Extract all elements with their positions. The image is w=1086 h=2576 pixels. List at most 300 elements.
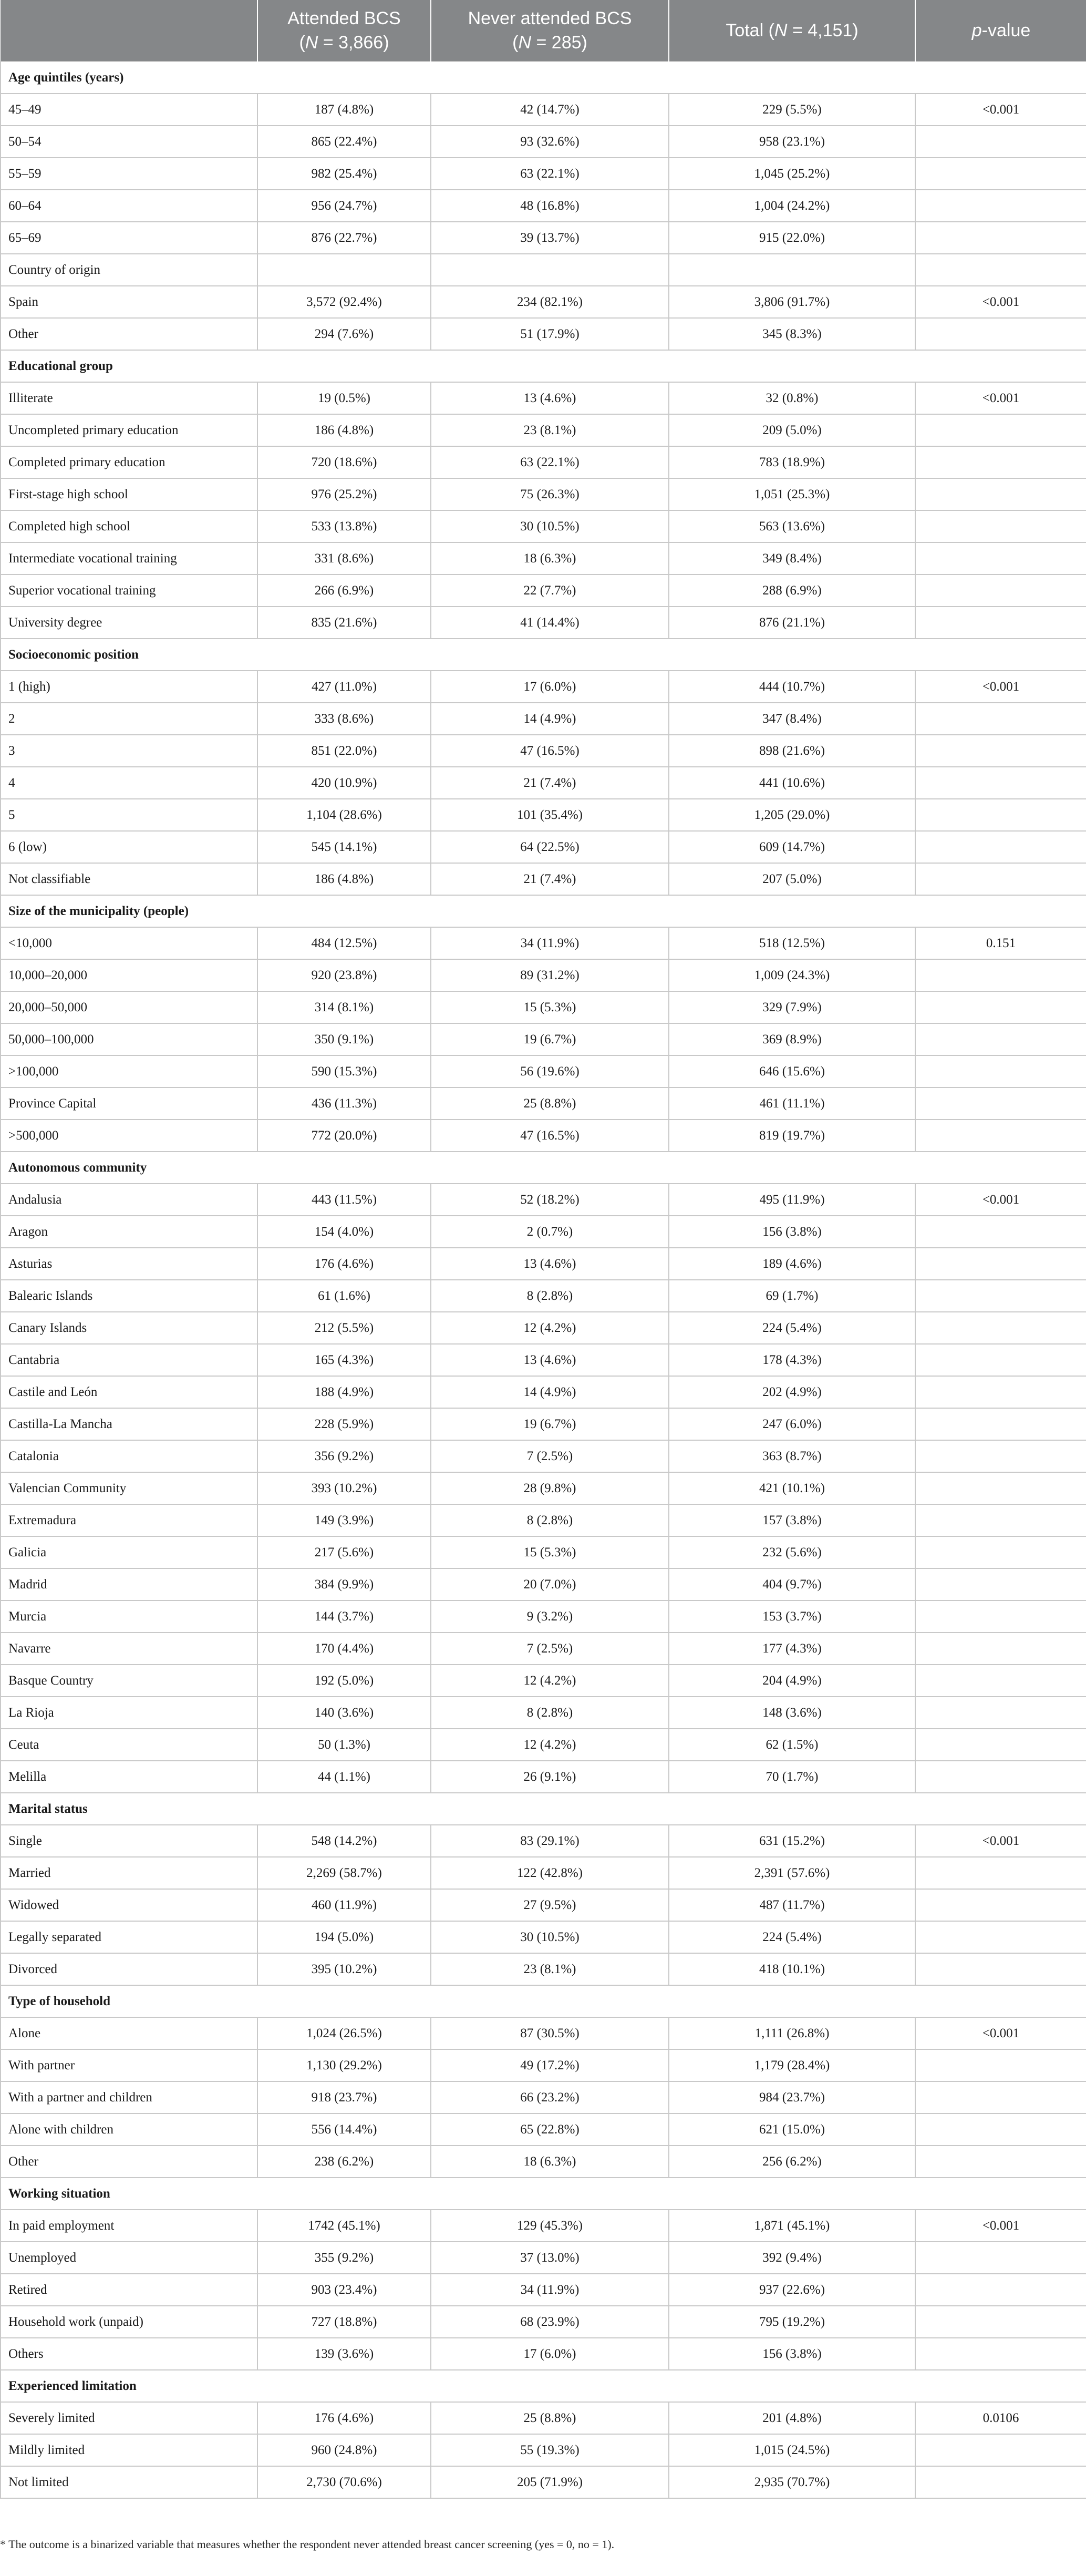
cell-total: 363 (8.7%)	[669, 1440, 915, 1472]
section-row	[1, 2370, 1086, 2402]
cell-attended: 976 (25.2%)	[257, 478, 431, 510]
cell-total: 1,045 (25.2%)	[669, 158, 915, 190]
cell-p-value	[915, 254, 1086, 286]
table-row	[1, 158, 1086, 190]
cell-p-value	[915, 1729, 1086, 1761]
cell-never-attended: 39 (13.7%)	[431, 222, 669, 254]
row-label: Cantabria	[1, 1344, 257, 1376]
row-label: Valencian Community	[1, 1472, 257, 1504]
cell-p-value	[915, 863, 1086, 895]
cell-total: 369 (8.9%)	[669, 1023, 915, 1055]
table-row	[1, 2466, 1086, 2498]
table-row	[1, 2402, 1086, 2434]
table-row	[1, 510, 1086, 542]
cell-attended: 920 (23.8%)	[257, 959, 431, 991]
section-heading: Age quintiles (years)	[1, 61, 1086, 94]
cell-attended: 720 (18.6%)	[257, 446, 431, 478]
cell-attended: 188 (4.9%)	[257, 1376, 431, 1408]
table-row	[1, 2210, 1086, 2242]
cell-p-value	[915, 2466, 1086, 2498]
row-label: Galicia	[1, 1536, 257, 1568]
cell-p-value	[915, 318, 1086, 350]
cell-never-attended: 9 (3.2%)	[431, 1600, 669, 1633]
cell-attended: 393 (10.2%)	[257, 1472, 431, 1504]
cell-never-attended: 21 (7.4%)	[431, 767, 669, 799]
row-label: Mildly limited	[1, 2434, 257, 2466]
header-attended-n: 3,866	[338, 33, 384, 53]
cell-never-attended: 23 (8.1%)	[431, 414, 669, 446]
section-heading: Size of the municipality (people)	[1, 895, 1086, 927]
row-label: Widowed	[1, 1889, 257, 1921]
table-row	[1, 863, 1086, 895]
cell-p-value	[915, 991, 1086, 1023]
cell-attended: 139 (3.6%)	[257, 2338, 431, 2370]
table-row	[1, 1023, 1086, 1055]
cell-never-attended: 25 (8.8%)	[431, 1087, 669, 1120]
cell-total: 2,935 (70.7%)	[669, 2466, 915, 2498]
row-label: Extremadura	[1, 1504, 257, 1536]
cell-p-value: 0.0106	[915, 2402, 1086, 2434]
cell-total: 349 (8.4%)	[669, 542, 915, 574]
cell-total: 444 (10.7%)	[669, 671, 915, 703]
table-row	[1, 1857, 1086, 1889]
cell-never-attended: 30 (10.5%)	[431, 1921, 669, 1953]
row-label: Not classifiable	[1, 863, 257, 895]
cell-total: 1,179 (28.4%)	[669, 2049, 915, 2081]
cell-attended: 545 (14.1%)	[257, 831, 431, 863]
cell-p-value	[915, 1120, 1086, 1152]
cell-attended: 19 (0.5%)	[257, 382, 431, 414]
cell-never-attended: 89 (31.2%)	[431, 959, 669, 991]
cell-total: 247 (6.0%)	[669, 1408, 915, 1440]
cell-attended: 876 (22.7%)	[257, 222, 431, 254]
table-row	[1, 574, 1086, 607]
table-row	[1, 1440, 1086, 1472]
cell-total: 329 (7.9%)	[669, 991, 915, 1023]
cell-total: 70 (1.7%)	[669, 1761, 915, 1793]
cell-p-value: 0.151	[915, 927, 1086, 959]
row-label: Others	[1, 2338, 257, 2370]
row-label: Alone with children	[1, 2113, 257, 2146]
header-attended-label: Attended BCS	[287, 8, 401, 28]
table-row	[1, 2049, 1086, 2081]
table-row	[1, 735, 1086, 767]
header-cell-never-attended: Never attended BCS (N = 285)	[431, 0, 669, 61]
row-label: 45–49	[1, 94, 257, 126]
cell-never-attended: 19 (6.7%)	[431, 1023, 669, 1055]
cell-attended: 851 (22.0%)	[257, 735, 431, 767]
cell-p-value	[915, 1633, 1086, 1665]
cell-total: 204 (4.9%)	[669, 1665, 915, 1697]
cell-attended: 186 (4.8%)	[257, 863, 431, 895]
cell-attended: 350 (9.1%)	[257, 1023, 431, 1055]
cell-p-value	[915, 414, 1086, 446]
header-cell-total: Total (N = 4,151)	[669, 0, 915, 61]
cell-never-attended: 93 (32.6%)	[431, 126, 669, 158]
cell-total: 621 (15.0%)	[669, 2113, 915, 2146]
table-row	[1, 927, 1086, 959]
cell-never-attended: 7 (2.5%)	[431, 1633, 669, 1665]
cell-never-attended: 12 (4.2%)	[431, 1312, 669, 1344]
section-row	[1, 1793, 1086, 1825]
cell-never-attended: 15 (5.3%)	[431, 1536, 669, 1568]
cell-total: 819 (19.7%)	[669, 1120, 915, 1152]
cell-p-value	[915, 1344, 1086, 1376]
cell-never-attended: 8 (2.8%)	[431, 1280, 669, 1312]
cell-p-value	[915, 2146, 1086, 2178]
cell-p-value	[915, 222, 1086, 254]
cell-total: 347 (8.4%)	[669, 703, 915, 735]
row-label: University degree	[1, 607, 257, 639]
section-row	[1, 1152, 1086, 1184]
cell-p-value: <0.001	[915, 286, 1086, 318]
cell-p-value	[915, 126, 1086, 158]
table-row	[1, 2274, 1086, 2306]
cell-p-value	[915, 2338, 1086, 2370]
cell-total: 915 (22.0%)	[669, 222, 915, 254]
row-label: Country of origin	[1, 254, 257, 286]
table-row	[1, 1248, 1086, 1280]
cell-p-value	[915, 959, 1086, 991]
cell-attended: 176 (4.6%)	[257, 2402, 431, 2434]
cell-total: 207 (5.0%)	[669, 863, 915, 895]
table-row	[1, 1761, 1086, 1793]
cell-never-attended: 26 (9.1%)	[431, 1761, 669, 1793]
table-row	[1, 2146, 1086, 2178]
row-label: Superior vocational training	[1, 574, 257, 607]
cell-total: 421 (10.1%)	[669, 1472, 915, 1504]
cell-p-value: <0.001	[915, 382, 1086, 414]
cell-total: 288 (6.9%)	[669, 574, 915, 607]
table-row	[1, 1087, 1086, 1120]
cell-attended: 420 (10.9%)	[257, 767, 431, 799]
cell-p-value	[915, 735, 1086, 767]
row-label: 1 (high)	[1, 671, 257, 703]
cell-p-value	[915, 2306, 1086, 2338]
cell-never-attended: 19 (6.7%)	[431, 1408, 669, 1440]
cell-total: 518 (12.5%)	[669, 927, 915, 959]
header-cell-p-value	[915, 0, 1086, 61]
row-label: Murcia	[1, 1600, 257, 1633]
cell-total: 229 (5.5%)	[669, 94, 915, 126]
cell-p-value	[915, 1440, 1086, 1472]
cell-total: 1,051 (25.3%)	[669, 478, 915, 510]
table-row	[1, 2338, 1086, 2370]
cell-total: 178 (4.3%)	[669, 1344, 915, 1376]
section-heading: Educational group	[1, 350, 1086, 382]
row-label: Aragon	[1, 1216, 257, 1248]
cell-total: 157 (3.8%)	[669, 1504, 915, 1536]
table-row	[1, 254, 1086, 286]
row-label: 2	[1, 703, 257, 735]
header-never-n: 285	[551, 33, 582, 53]
section-row	[1, 2178, 1086, 2210]
cell-total: 224 (5.4%)	[669, 1312, 915, 1344]
cell-p-value	[915, 2274, 1086, 2306]
cell-p-value	[915, 767, 1086, 799]
cell-attended: 140 (3.6%)	[257, 1697, 431, 1729]
row-label: 20,000–50,000	[1, 991, 257, 1023]
cell-attended: 865 (22.4%)	[257, 126, 431, 158]
cell-p-value	[915, 2242, 1086, 2274]
cell-never-attended: 18 (6.3%)	[431, 2146, 669, 2178]
cell-p-value: <0.001	[915, 1184, 1086, 1216]
cell-never-attended: 37 (13.0%)	[431, 2242, 669, 2274]
row-label: 50–54	[1, 126, 257, 158]
cell-total: 189 (4.6%)	[669, 1248, 915, 1280]
row-label: Navarre	[1, 1633, 257, 1665]
cell-p-value	[915, 2049, 1086, 2081]
cell-attended: 149 (3.9%)	[257, 1504, 431, 1536]
cell-never-attended: 66 (23.2%)	[431, 2081, 669, 2113]
section-row	[1, 350, 1086, 382]
row-label: Unemployed	[1, 2242, 257, 2274]
table-row	[1, 94, 1086, 126]
row-label: Completed primary education	[1, 446, 257, 478]
table-row	[1, 1312, 1086, 1344]
table-row	[1, 2434, 1086, 2466]
section-heading: Socioeconomic position	[1, 639, 1086, 671]
section-heading: Experienced limitation	[1, 2370, 1086, 2402]
row-label: Other	[1, 2146, 257, 2178]
row-label: 4	[1, 767, 257, 799]
cell-total: 256 (6.2%)	[669, 2146, 915, 2178]
cell-attended: 772 (20.0%)	[257, 1120, 431, 1152]
cell-attended: 3,572 (92.4%)	[257, 286, 431, 318]
cell-attended: 903 (23.4%)	[257, 2274, 431, 2306]
row-label: Balearic Islands	[1, 1280, 257, 1312]
cell-attended: 44 (1.1%)	[257, 1761, 431, 1793]
cell-p-value	[915, 1248, 1086, 1280]
cell-never-attended: 8 (2.8%)	[431, 1504, 669, 1536]
cell-total: 392 (9.4%)	[669, 2242, 915, 2274]
cell-total: 418 (10.1%)	[669, 1953, 915, 1985]
cell-never-attended: 48 (16.8%)	[431, 190, 669, 222]
cell-total: 201 (4.8%)	[669, 2402, 915, 2434]
cell-never-attended: 7 (2.5%)	[431, 1440, 669, 1472]
cell-p-value	[915, 1697, 1086, 1729]
cell-total: 441 (10.6%)	[669, 767, 915, 799]
header-p-label: -value	[981, 20, 1031, 40]
table-row	[1, 2306, 1086, 2338]
cell-p-value	[915, 1023, 1086, 1055]
cell-p-value	[915, 1536, 1086, 1568]
cell-p-value	[915, 2113, 1086, 2146]
cell-total: 3,806 (91.7%)	[669, 286, 915, 318]
cell-never-attended: 52 (18.2%)	[431, 1184, 669, 1216]
table-row	[1, 1504, 1086, 1536]
cell-p-value	[915, 1408, 1086, 1440]
row-label: Completed high school	[1, 510, 257, 542]
cell-attended: 50 (1.3%)	[257, 1729, 431, 1761]
cell-attended: 427 (11.0%)	[257, 671, 431, 703]
table-row	[1, 959, 1086, 991]
cell-total: 563 (13.6%)	[669, 510, 915, 542]
table-row	[1, 1120, 1086, 1152]
cell-attended: 314 (8.1%)	[257, 991, 431, 1023]
cell-total: 958 (23.1%)	[669, 126, 915, 158]
row-label: Divorced	[1, 1953, 257, 1985]
section-heading: Autonomous community	[1, 1152, 1086, 1184]
cell-p-value: <0.001	[915, 2017, 1086, 2049]
header-row	[1, 0, 1086, 61]
cell-total: 1,009 (24.3%)	[669, 959, 915, 991]
row-label: <10,000	[1, 927, 257, 959]
cell-attended: 548 (14.2%)	[257, 1825, 431, 1857]
table-row	[1, 542, 1086, 574]
cell-attended: 556 (14.4%)	[257, 2113, 431, 2146]
section-heading: Working situation	[1, 2178, 1086, 2210]
cell-attended: 238 (6.2%)	[257, 2146, 431, 2178]
cell-never-attended: 12 (4.2%)	[431, 1729, 669, 1761]
cell-p-value	[915, 831, 1086, 863]
row-label: Catalonia	[1, 1440, 257, 1472]
header-total-n: 4,151	[808, 20, 853, 40]
cell-p-value	[915, 510, 1086, 542]
cell-total: 795 (19.2%)	[669, 2306, 915, 2338]
cell-never-attended: 41 (14.4%)	[431, 607, 669, 639]
row-label: 5	[1, 799, 257, 831]
row-label: 6 (low)	[1, 831, 257, 863]
cell-p-value	[915, 2434, 1086, 2466]
cell-attended: 61 (1.6%)	[257, 1280, 431, 1312]
cell-never-attended: 101 (35.4%)	[431, 799, 669, 831]
row-label: Household work (unpaid)	[1, 2306, 257, 2338]
cell-attended: 727 (18.8%)	[257, 2306, 431, 2338]
cell-p-value	[915, 1504, 1086, 1536]
row-label: Intermediate vocational training	[1, 542, 257, 574]
cell-p-value	[915, 703, 1086, 735]
cell-attended: 982 (25.4%)	[257, 158, 431, 190]
cell-never-attended: 34 (11.9%)	[431, 2274, 669, 2306]
cell-never-attended: 14 (4.9%)	[431, 1376, 669, 1408]
section-heading: Marital status	[1, 1793, 1086, 1825]
table-row	[1, 1889, 1086, 1921]
cell-p-value	[915, 1280, 1086, 1312]
cell-never-attended: 56 (19.6%)	[431, 1055, 669, 1087]
cell-total: 937 (22.6%)	[669, 2274, 915, 2306]
cell-total	[669, 254, 915, 286]
cell-never-attended: 47 (16.5%)	[431, 735, 669, 767]
table-footnote: * The outcome is a binarized variable that measures whether the respondent never attended breast cancer screening (yes = 0, no = 1).	[0, 2538, 615, 2551]
row-label: Andalusia	[1, 1184, 257, 1216]
section-row	[1, 639, 1086, 671]
cell-attended: 228 (5.9%)	[257, 1408, 431, 1440]
cell-never-attended: 21 (7.4%)	[431, 863, 669, 895]
cell-attended: 2,730 (70.6%)	[257, 2466, 431, 2498]
cell-attended: 918 (23.7%)	[257, 2081, 431, 2113]
cell-attended: 212 (5.5%)	[257, 1312, 431, 1344]
cell-p-value	[915, 190, 1086, 222]
table-row	[1, 1536, 1086, 1568]
cell-never-attended: 12 (4.2%)	[431, 1665, 669, 1697]
cell-never-attended: 47 (16.5%)	[431, 1120, 669, 1152]
cell-never-attended: 42 (14.7%)	[431, 94, 669, 126]
cell-never-attended: 15 (5.3%)	[431, 991, 669, 1023]
row-label: Ceuta	[1, 1729, 257, 1761]
cell-never-attended: 34 (11.9%)	[431, 927, 669, 959]
cell-total: 404 (9.7%)	[669, 1568, 915, 1600]
cell-total: 461 (11.1%)	[669, 1087, 915, 1120]
table-row	[1, 1921, 1086, 1953]
cell-never-attended: 65 (22.8%)	[431, 2113, 669, 2146]
row-label: Spain	[1, 286, 257, 318]
cell-attended: 266 (6.9%)	[257, 574, 431, 607]
cell-total: 646 (15.6%)	[669, 1055, 915, 1087]
cell-attended: 1,130 (29.2%)	[257, 2049, 431, 2081]
table-row	[1, 767, 1086, 799]
row-label: Retired	[1, 2274, 257, 2306]
cell-p-value	[915, 1889, 1086, 1921]
table-row	[1, 1953, 1086, 1985]
cell-never-attended	[431, 254, 669, 286]
header-total-label: Total (	[726, 20, 774, 40]
cell-never-attended: 234 (82.1%)	[431, 286, 669, 318]
cell-p-value	[915, 1600, 1086, 1633]
cell-total: 232 (5.6%)	[669, 1536, 915, 1568]
cell-p-value	[915, 478, 1086, 510]
table-row	[1, 1376, 1086, 1408]
cell-attended: 436 (11.3%)	[257, 1087, 431, 1120]
row-label: Illiterate	[1, 382, 257, 414]
row-label: 60–64	[1, 190, 257, 222]
row-label: >500,000	[1, 1120, 257, 1152]
cell-p-value	[915, 1665, 1086, 1697]
cell-p-value	[915, 1376, 1086, 1408]
row-label: Married	[1, 1857, 257, 1889]
cell-total: 345 (8.3%)	[669, 318, 915, 350]
cell-p-value	[915, 1568, 1086, 1600]
cell-attended	[257, 254, 431, 286]
cell-total: 156 (3.8%)	[669, 1216, 915, 1248]
table-row	[1, 1055, 1086, 1087]
row-label: Canary Islands	[1, 1312, 257, 1344]
cell-attended: 165 (4.3%)	[257, 1344, 431, 1376]
cell-attended: 170 (4.4%)	[257, 1633, 431, 1665]
row-label: Not limited	[1, 2466, 257, 2498]
cell-attended: 144 (3.7%)	[257, 1600, 431, 1633]
header-never-label: Never attended BCS	[468, 8, 632, 28]
cell-never-attended: 25 (8.8%)	[431, 2402, 669, 2434]
cell-never-attended: 63 (22.1%)	[431, 446, 669, 478]
cell-total: 2,391 (57.6%)	[669, 1857, 915, 1889]
cell-never-attended: 122 (42.8%)	[431, 1857, 669, 1889]
cell-total: 631 (15.2%)	[669, 1825, 915, 1857]
cell-attended: 1742 (45.1%)	[257, 2210, 431, 2242]
row-label: Province Capital	[1, 1087, 257, 1120]
cell-total: 156 (3.8%)	[669, 2338, 915, 2370]
row-label: Legally separated	[1, 1921, 257, 1953]
cell-p-value: <0.001	[915, 2210, 1086, 2242]
cell-never-attended: 2 (0.7%)	[431, 1216, 669, 1248]
cell-total: 1,015 (24.5%)	[669, 2434, 915, 2466]
cell-attended: 590 (15.3%)	[257, 1055, 431, 1087]
row-label: Melilla	[1, 1761, 257, 1793]
cell-p-value	[915, 1921, 1086, 1953]
cell-total: 209 (5.0%)	[669, 414, 915, 446]
table-row	[1, 607, 1086, 639]
cell-total: 898 (21.6%)	[669, 735, 915, 767]
cell-attended: 956 (24.7%)	[257, 190, 431, 222]
row-label: In paid employment	[1, 2210, 257, 2242]
row-label: 65–69	[1, 222, 257, 254]
cell-attended: 154 (4.0%)	[257, 1216, 431, 1248]
table-row	[1, 1697, 1086, 1729]
table-row	[1, 222, 1086, 254]
cell-p-value	[915, 1312, 1086, 1344]
cell-never-attended: 23 (8.1%)	[431, 1953, 669, 1985]
cell-never-attended: 129 (45.3%)	[431, 2210, 669, 2242]
